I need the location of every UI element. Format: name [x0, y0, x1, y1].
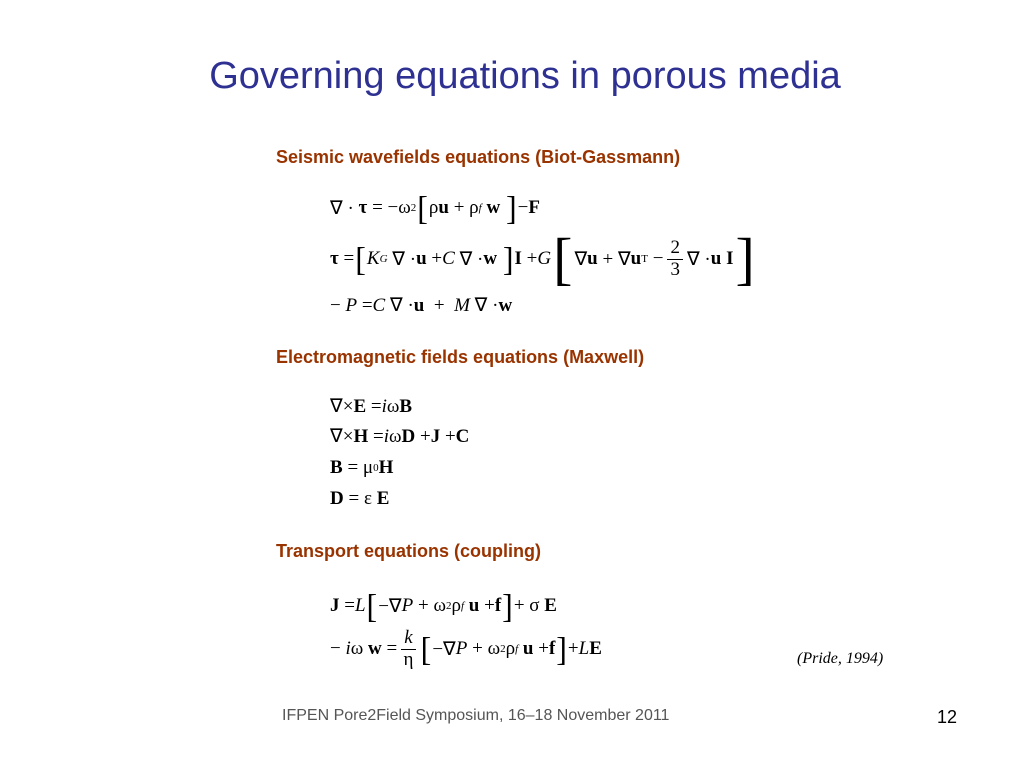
equation-electric-constitutive: D = ε E — [330, 488, 390, 509]
equation-stress-divergence: ∇ · τ = −ω 2 [ ρ u + ρ f w ] − F — [330, 189, 540, 227]
equation-stress-tensor: τ = [ K G ∇ · u + C ∇ · w ] I + G [ ∇ u + ∇ u T − $\frac{2}{3}$ ∇ · u I ] — [330, 226, 755, 291]
equation-faraday: ∇× E = i ω B — [330, 395, 413, 417]
slide-title: Governing equations in porous media — [209, 55, 841, 97]
section-heading-transport: Transport equations (coupling) — [276, 541, 541, 561]
equation-ampere: ∇× H = i ω D + J + C — [330, 425, 470, 447]
page-number: 12 — [937, 707, 958, 727]
equation-relative-flow: − i ω w = $\frac{k}{\eta}$ [ −∇ P + ω 2 ρ f u + f ] + L E — [330, 627, 602, 670]
equation-pressure: − P = C ∇ · u + M ∇ · w — [330, 294, 513, 316]
equation-magnetic-constitutive: B = μ 0 H — [330, 457, 394, 478]
footer-text: IFPEN Pore2Field Symposium, 16–18 November 2011 — [282, 707, 670, 724]
section-heading-em: Electromagnetic fields equations (Maxwell) — [276, 347, 645, 367]
equation-current-density: J = L [ −∇ P + ω 2 ρ f u + f ] + σ E — [330, 587, 557, 625]
section-heading-seismic: Seismic wavefields equations (Biot-Gassmann) — [276, 147, 681, 167]
citation: (Pride, 1994) — [797, 650, 884, 667]
